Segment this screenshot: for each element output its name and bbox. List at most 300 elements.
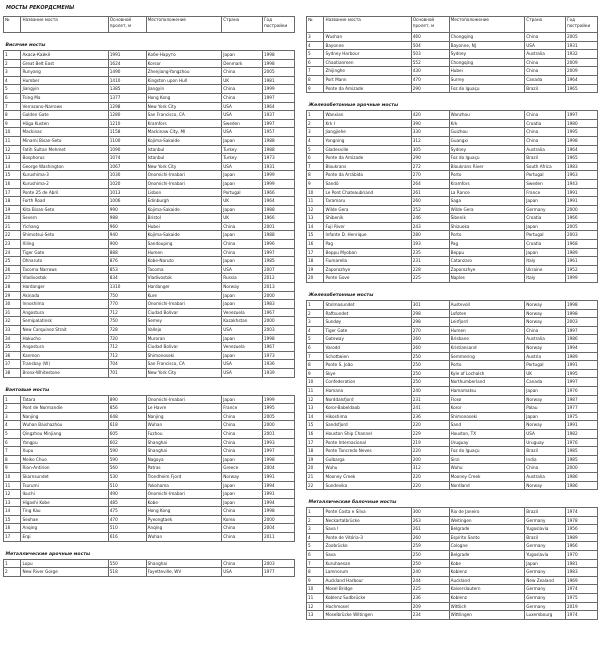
- table-cell: Kaiserslautern: [449, 585, 525, 594]
- table-cell: Golden Gate: [21, 111, 108, 120]
- table-cell: Canada: [525, 378, 566, 387]
- table-cell: Sweden: [222, 119, 263, 128]
- table-cell: 35: [4, 343, 21, 352]
- table-cell: 12: [4, 145, 21, 154]
- table-cell: Bosphorus: [21, 154, 108, 163]
- table-cell: 312: [411, 136, 449, 145]
- section-title: Металлические арочные мосты: [5, 551, 91, 557]
- column-header: №: [307, 17, 324, 33]
- table-cell: 3: [307, 525, 324, 534]
- table-cell: Ponte da Amizade: [324, 154, 411, 163]
- table-cell: 298: [411, 318, 449, 327]
- table-cell: Fatih Sultan Mehmet: [21, 145, 108, 154]
- table-row: [307, 602, 598, 611]
- table-cell: 605: [108, 429, 146, 438]
- table-cell: Ponte de Vitória-3: [324, 533, 411, 542]
- table-cell: Sandö: [324, 179, 411, 188]
- table-cell: 1624: [108, 59, 146, 68]
- table-row: [307, 412, 598, 421]
- section-heading-row: [4, 550, 295, 560]
- table-cell: 16: [4, 179, 21, 188]
- table-cell: 231: [411, 257, 449, 266]
- table-cell: 1956: [565, 525, 597, 534]
- table-cell: 1966: [565, 214, 597, 223]
- table-cell: Tsing Ma: [21, 93, 108, 102]
- table-cell: Portugal: [222, 188, 263, 197]
- table-cell: Japan: [525, 197, 566, 206]
- table-cell: UK: [222, 76, 263, 85]
- table-cell: Greece: [222, 464, 263, 473]
- table-cell: China: [525, 58, 566, 67]
- table-row: [307, 58, 598, 67]
- table-row: [307, 594, 598, 603]
- table-cell: 1981: [262, 76, 294, 85]
- table-cell: 1377: [108, 93, 146, 102]
- table-cell: 590: [108, 447, 146, 456]
- table-cell: Germany: [525, 594, 566, 603]
- table-cell: San Francisco, CA: [146, 360, 222, 369]
- table-cell: 1988: [262, 136, 294, 145]
- table-cell: 2000: [262, 421, 294, 430]
- table-cell: New York City: [146, 368, 222, 377]
- table-cell: 1968: [565, 240, 597, 249]
- column-header: Местоположение: [146, 17, 222, 33]
- table-row: [307, 309, 598, 318]
- table-cell: Japan: [222, 300, 263, 309]
- table-cell: Houston Ship Channel: [324, 429, 411, 438]
- table-cell: 4: [4, 421, 21, 430]
- table-row: [307, 75, 598, 84]
- table-cell: 1965: [565, 154, 597, 163]
- table-cell: Fuzhou: [146, 429, 222, 438]
- table-cell: Japan: [222, 498, 263, 507]
- table-row: [4, 515, 295, 524]
- table-cell: 1966: [565, 542, 597, 551]
- table-cell: Onomichi-Imabari: [146, 490, 222, 499]
- table-cell: Кобе-Наруто: [146, 51, 222, 60]
- table-cell: 1931: [565, 41, 597, 50]
- table-cell: 1991: [262, 472, 294, 481]
- table-cell: 10: [4, 128, 21, 137]
- table-cell: 1983: [565, 162, 597, 171]
- table-row: [4, 351, 295, 360]
- table-cell: Mackinaw City, MI: [146, 128, 222, 137]
- table-cell: Kramfors: [449, 179, 525, 188]
- table-cell: China: [525, 326, 566, 335]
- table-cell: Seohae: [21, 515, 108, 524]
- table-cell: 1993: [262, 438, 294, 447]
- table-cell: 14: [307, 222, 324, 231]
- table-cell: 770: [108, 300, 146, 309]
- table-cell: 1985: [565, 455, 597, 464]
- table-cell: 518: [108, 568, 146, 577]
- table-cell: Japan: [222, 205, 263, 214]
- table-cell: USA: [222, 360, 263, 369]
- table-row: [4, 472, 295, 481]
- table-cell: 602: [108, 438, 146, 447]
- table-row: [4, 119, 295, 128]
- table-cell: China: [222, 93, 263, 102]
- table-cell: 220: [411, 447, 449, 456]
- table-cell: 7: [4, 102, 21, 111]
- table-cell: 1996: [262, 240, 294, 249]
- table-row: [307, 248, 598, 257]
- table-cell: Surrey: [449, 75, 525, 84]
- table-cell: Hamana: [324, 386, 411, 395]
- table-cell: Koblenz: [449, 594, 525, 603]
- table-cell: Stolmasundet: [324, 301, 411, 310]
- table-row: [4, 248, 295, 257]
- table-cell: Shimotsui-Seto: [21, 231, 108, 240]
- table-cell: Brazil: [525, 84, 566, 93]
- table-cell: Pont de Normandie: [21, 404, 108, 413]
- table-cell: 7: [307, 67, 324, 76]
- table-cell: South Africa: [525, 162, 566, 171]
- table-cell: Jiangyin: [21, 85, 108, 94]
- table-cell: 231: [411, 395, 449, 404]
- table-cell: 1020: [108, 179, 146, 188]
- table-cell: Shanghai: [146, 559, 222, 568]
- table-row: [307, 576, 598, 585]
- table-cell: 590: [108, 455, 146, 464]
- table-cell: 2: [307, 119, 324, 128]
- table-row: [307, 455, 598, 464]
- table-cell: 1067: [108, 162, 146, 171]
- table-cell: 1939: [262, 368, 294, 377]
- table-row: [4, 257, 295, 266]
- table-cell: Turkey: [222, 145, 263, 154]
- table-cell: Hamamatsu: [449, 386, 525, 395]
- table-cell: Kojima-Sakaide: [146, 136, 222, 145]
- table-cell: 2005: [565, 222, 597, 231]
- table-cell: 712: [108, 351, 146, 360]
- table-row: [4, 51, 295, 60]
- table-row: [4, 429, 295, 438]
- table-row: [307, 447, 598, 456]
- table-cell: 330: [411, 128, 449, 137]
- table-cell: Kramfors: [146, 119, 222, 128]
- table-cell: 1210: [108, 119, 146, 128]
- table-cell: 33: [4, 326, 21, 335]
- table-cell: Hong Kong: [146, 507, 222, 516]
- table-cell: 1410: [108, 76, 146, 85]
- table-row: [307, 111, 598, 120]
- table-cell: 1006: [108, 197, 146, 206]
- table-cell: 712: [108, 308, 146, 317]
- table-cell: 6: [307, 58, 324, 67]
- table-cell: Angostura: [21, 308, 108, 317]
- table-cell: 856: [108, 404, 146, 413]
- table-cell: Yokohama: [146, 481, 222, 490]
- table-cell: Chongqing: [449, 58, 525, 67]
- spacer-cell: [4, 33, 295, 42]
- table-cell: Zhijinghe: [324, 67, 411, 76]
- table-row: [4, 154, 295, 163]
- table-cell: Croatia: [525, 119, 566, 128]
- table-cell: Foz do Iguaçu: [449, 447, 525, 456]
- table-cell: 2003: [565, 231, 597, 240]
- table-cell: 1310: [108, 283, 146, 292]
- table-row: [4, 179, 295, 188]
- table-cell: Kure: [146, 291, 222, 300]
- table-row: [4, 481, 295, 490]
- table-cell: 420: [411, 111, 449, 120]
- table-cell: 1: [307, 111, 324, 120]
- table-cell: Italy: [525, 274, 566, 283]
- table-cell: Bloukrans: [324, 162, 411, 171]
- table-cell: Norway: [525, 309, 566, 318]
- table-cell: 1967: [262, 343, 294, 352]
- table-cell: 4: [307, 326, 324, 335]
- table-cell: 10: [307, 585, 324, 594]
- table-cell: USA: [222, 568, 263, 577]
- table-cell: 36: [4, 351, 21, 360]
- table-cell: Japan: [222, 257, 263, 266]
- table-cell: UK: [222, 197, 263, 206]
- table-cell: Ponte Gove: [324, 274, 411, 283]
- table-cell: 10: [307, 378, 324, 387]
- table-cell: 900: [108, 240, 146, 249]
- table-row: [307, 421, 598, 430]
- table-cell: Wuhan: [146, 533, 222, 542]
- table-cell: 8: [307, 361, 324, 370]
- table-cell: 1995: [262, 404, 294, 413]
- table-row: [307, 386, 598, 395]
- table-cell: 19: [4, 205, 21, 214]
- table-cell: 1965: [565, 84, 597, 93]
- table-cell: Pag: [324, 240, 411, 249]
- section-spacer: [307, 283, 598, 292]
- table-cell: 1999: [262, 171, 294, 180]
- table-cell: 6: [307, 154, 324, 163]
- table-cell: 17: [307, 438, 324, 447]
- table-cell: 250: [411, 369, 449, 378]
- table-cell: 1983: [262, 300, 294, 309]
- table-cell: Nordland: [449, 481, 525, 490]
- table-cell: Bronx-Whitestone: [21, 368, 108, 377]
- section-heading-row: [4, 386, 295, 396]
- table-cell: George Washington: [21, 162, 108, 171]
- table-row: [4, 421, 295, 430]
- table-cell: Beppu: [449, 248, 525, 257]
- table-cell: Ohnaruto: [21, 257, 108, 266]
- table-cell: 460: [411, 33, 449, 42]
- table-row: [4, 559, 295, 568]
- table-row: [307, 429, 598, 438]
- table-row: [307, 188, 598, 197]
- table-cell: 220: [411, 421, 449, 430]
- table-row: [307, 559, 598, 568]
- table-cell: Ponte S. João: [324, 361, 411, 370]
- table-cell: 9: [307, 576, 324, 585]
- table-cell: 550: [108, 559, 146, 568]
- table-cell: 5: [307, 335, 324, 344]
- table-row: [307, 84, 598, 93]
- table-cell: 1973: [262, 154, 294, 163]
- table-cell: 1: [307, 508, 324, 517]
- table-cell: Norway: [525, 301, 566, 310]
- table-cell: Severn: [21, 214, 108, 223]
- table-cell: 1074: [108, 154, 146, 163]
- table-cell: Kojima-Sakaide: [146, 231, 222, 240]
- table-cell: Trondheim Fjord: [146, 472, 222, 481]
- table-cell: China: [222, 447, 263, 456]
- table-cell: 263: [411, 516, 449, 525]
- right-column: [306, 16, 598, 620]
- table-cell: Onomichi-Imabari: [146, 395, 222, 404]
- table-cell: 720: [108, 334, 146, 343]
- table-cell: Ponte da Arrábida: [324, 171, 411, 180]
- table-cell: Le Havre: [146, 404, 222, 413]
- table-cell: Kobe-Naruto: [146, 257, 222, 266]
- table-cell: Jiangjiehe: [324, 128, 411, 137]
- table-cell: Wuhan Baishazhou: [21, 421, 108, 430]
- table-cell: Höga Kusten: [21, 119, 108, 128]
- table-cell: 1998: [262, 59, 294, 68]
- table-row: [4, 222, 295, 231]
- table-row: [307, 179, 598, 188]
- table-row: [4, 507, 295, 516]
- table-cell: 260: [411, 533, 449, 542]
- table-cell: Kanmon: [21, 351, 108, 360]
- table-cell: 750: [108, 317, 146, 326]
- table-cell: 1991: [565, 421, 597, 430]
- table-cell: 503: [411, 50, 449, 59]
- table-cell: China: [525, 128, 566, 137]
- table-cell: 27: [4, 274, 21, 283]
- column-header: Местоположение: [449, 17, 525, 33]
- table-cell: Porto: [449, 361, 525, 370]
- table-cell: Gateway: [324, 335, 411, 344]
- table-row: [4, 308, 295, 317]
- table-cell: 220: [411, 481, 449, 490]
- table-cell: Istanbul: [146, 145, 222, 154]
- table-cell: Shanghai: [146, 447, 222, 456]
- right-bridges-table: [306, 16, 598, 620]
- table-cell: Belgrade: [449, 551, 525, 560]
- table-cell: China: [222, 240, 263, 249]
- table-cell: Foz do Iguaçu: [449, 84, 525, 93]
- table-cell: Hubei: [146, 222, 222, 231]
- page-title: МОСТЫ РЕКОРДСМЕНЫ: [6, 5, 75, 11]
- table-cell: Varodd: [324, 344, 411, 353]
- table-cell: 9: [4, 464, 21, 473]
- table-cell: 7: [4, 447, 21, 456]
- table-cell: 1999: [565, 274, 597, 283]
- table-cell: Ponte da Amizade: [324, 84, 411, 93]
- spacer-cell: [307, 93, 598, 102]
- table-cell: 14: [307, 412, 324, 421]
- table-row: [4, 368, 295, 377]
- table-cell: Muroran: [146, 334, 222, 343]
- table-cell: 9: [307, 84, 324, 93]
- table-cell: Denmark: [222, 59, 263, 68]
- table-cell: Nanjing: [146, 412, 222, 421]
- table-row: [307, 568, 598, 577]
- table-row: [4, 265, 295, 274]
- table-cell: 1963: [565, 171, 597, 180]
- table-cell: 24: [4, 248, 21, 257]
- table-cell: 1969: [565, 576, 597, 585]
- table-row: [4, 326, 295, 335]
- table-cell: Wuhan: [146, 421, 222, 430]
- table-row: [4, 447, 295, 456]
- table-cell: 8: [307, 75, 324, 84]
- table-cell: China: [525, 33, 566, 42]
- table-cell: France: [525, 188, 566, 197]
- table-cell: 225: [411, 585, 449, 594]
- table-row: [4, 162, 295, 171]
- table-row: [307, 533, 598, 542]
- table-cell: 2003: [262, 559, 294, 568]
- table-cell: 3: [307, 128, 324, 137]
- table-cell: 2000: [565, 464, 597, 473]
- table-cell: 750: [108, 291, 146, 300]
- table-cell: 2000: [565, 205, 597, 214]
- table-cell: 1995: [565, 128, 597, 137]
- table-cell: 728: [108, 326, 146, 335]
- table-cell: Germany: [525, 542, 566, 551]
- table-row: [4, 395, 295, 404]
- table-cell: 1998: [565, 136, 597, 145]
- table-cell: Auckland Harbour: [324, 576, 411, 585]
- table-cell: 7: [307, 352, 324, 361]
- table-cell: China: [222, 412, 263, 421]
- table-cell: Tacoma: [146, 265, 222, 274]
- table-row: [4, 300, 295, 309]
- table-cell: Wilde Gera: [324, 205, 411, 214]
- table-cell: Onomichi-Imabari: [146, 171, 222, 180]
- table-cell: Anqing: [146, 524, 222, 533]
- table-cell: Norway: [525, 344, 566, 353]
- table-row: [4, 111, 295, 120]
- table-cell: Humber: [21, 76, 108, 85]
- table-cell: Mooney Creek: [324, 472, 411, 481]
- table-cell: La Rance: [449, 188, 525, 197]
- table-cell: 2: [4, 404, 21, 413]
- table-cell: Zoobrücke: [324, 542, 411, 551]
- table-row: [307, 438, 598, 447]
- table-cell: 1988: [262, 145, 294, 154]
- table-cell: China: [525, 464, 566, 473]
- column-header: Страна: [525, 17, 566, 33]
- table-cell: Wanxian: [324, 111, 411, 120]
- table-cell: 28: [4, 283, 21, 292]
- table-cell: 264: [411, 179, 449, 188]
- table-cell: 17: [307, 248, 324, 257]
- table-cell: 16: [4, 524, 21, 533]
- table-cell: Innoshima: [21, 300, 108, 309]
- table-cell: 11: [4, 136, 21, 145]
- table-cell: Hubei: [449, 67, 525, 76]
- table-cell: 31: [4, 308, 21, 317]
- table-cell: Japan: [525, 412, 566, 421]
- table-cell: Wuhu: [324, 464, 411, 473]
- table-cell: 1997: [262, 93, 294, 102]
- table-cell: Runyang: [21, 68, 108, 77]
- table-cell: 25: [4, 257, 21, 266]
- table-cell: 18: [307, 257, 324, 266]
- table-cell: 1977: [565, 404, 597, 413]
- table-row: [307, 585, 598, 594]
- table-cell: Koblenz: [449, 568, 525, 577]
- table-row: [4, 102, 295, 111]
- table-cell: 1158: [108, 128, 146, 137]
- table-cell: 17: [4, 188, 21, 197]
- table-cell: Kobe: [449, 559, 525, 568]
- table-cell: 1298: [108, 102, 146, 111]
- table-row: [4, 205, 295, 214]
